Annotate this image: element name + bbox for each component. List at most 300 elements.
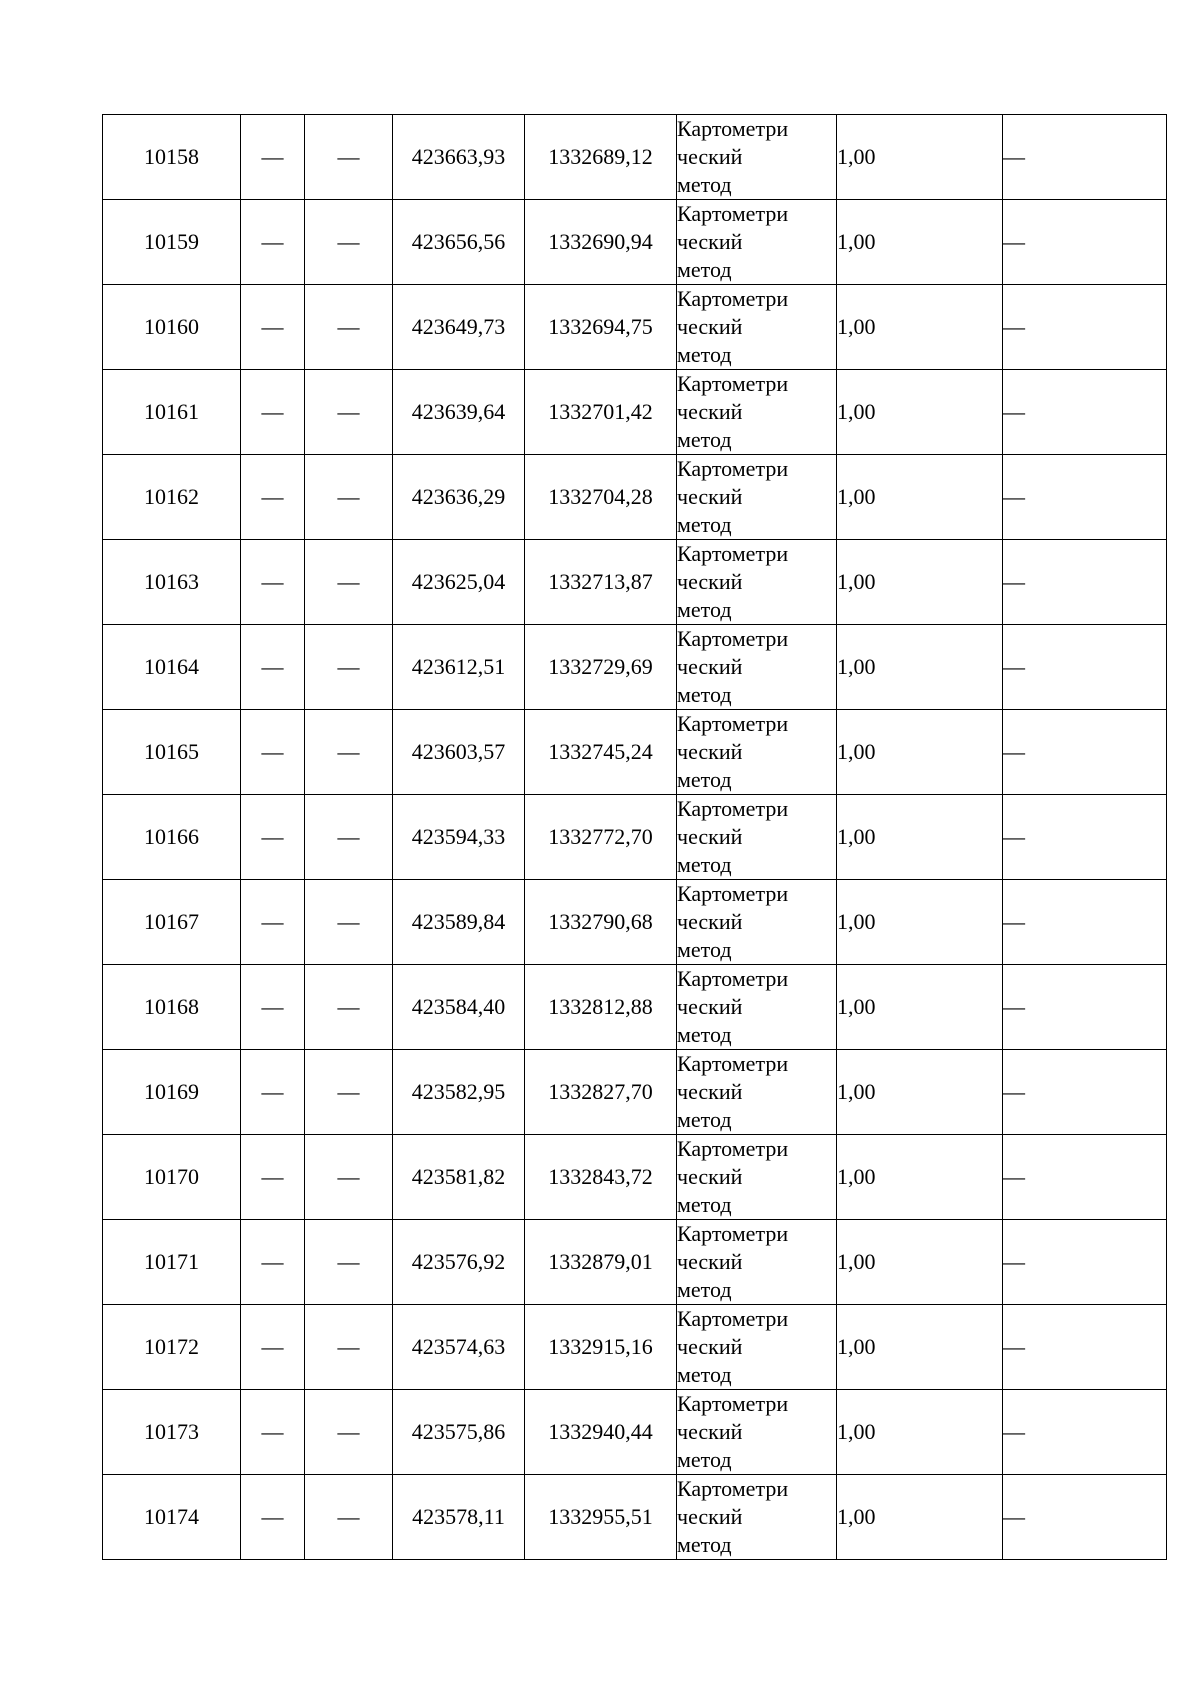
- method-cell: [677, 455, 837, 540]
- point-number-cell: [103, 1305, 241, 1390]
- column-3-cell: [305, 710, 393, 795]
- y-coordinate-text: 1332827,70: [548, 1079, 653, 1104]
- method-text-line: метод: [677, 1022, 732, 1047]
- column-2-text: —: [261, 314, 284, 339]
- column-2-cell: [241, 1135, 305, 1220]
- method-text-line: метод: [677, 512, 732, 537]
- x-coordinate-text: 423576,92: [411, 1249, 506, 1274]
- accuracy-text: 1,00: [837, 569, 876, 594]
- point-number-cell: [103, 200, 241, 285]
- method-text-line: метод: [677, 1447, 732, 1472]
- y-coordinate-cell: [525, 540, 677, 625]
- column-2-cell: [241, 370, 305, 455]
- method-cell: [677, 1135, 837, 1220]
- x-coordinate-text: 423594,33: [411, 824, 506, 849]
- accuracy-cell: [837, 370, 1003, 455]
- point-number-cell: [103, 540, 241, 625]
- accuracy-cell: [837, 965, 1003, 1050]
- x-coordinate-text: 423612,51: [411, 654, 506, 679]
- table-row: [103, 1475, 1167, 1560]
- y-coordinate-text: 1332812,88: [548, 994, 653, 1019]
- column-3-cell: [305, 115, 393, 200]
- accuracy-text: 1,00: [837, 994, 876, 1019]
- point-number-text: 10165: [144, 739, 199, 764]
- x-coordinate-cell: [393, 455, 525, 540]
- y-coordinate-text: 1332940,44: [548, 1419, 653, 1444]
- method-cell: [677, 370, 837, 455]
- method-text-line: ческий: [677, 144, 743, 169]
- accuracy-text: 1,00: [837, 1419, 876, 1444]
- method-text-line: Картометри: [677, 711, 789, 736]
- method-text-line: Картометри: [677, 116, 789, 141]
- x-coordinate-text: 423574,63: [411, 1334, 506, 1359]
- column-3-cell: [305, 540, 393, 625]
- point-number-text: 10163: [144, 569, 199, 594]
- method-text-line: Картометри: [677, 456, 789, 481]
- description-text: —: [1003, 909, 1025, 934]
- description-cell: [1003, 1220, 1167, 1305]
- x-coordinate-cell: [393, 1475, 525, 1560]
- description-cell: [1003, 625, 1167, 710]
- method-cell: [677, 965, 837, 1050]
- method-cell: [677, 1050, 837, 1135]
- table-row: [103, 1135, 1167, 1220]
- accuracy-cell: [837, 880, 1003, 965]
- column-3-text: —: [337, 1419, 360, 1444]
- table-row: [103, 710, 1167, 795]
- table-row: [103, 1220, 1167, 1305]
- table-row: [103, 540, 1167, 625]
- column-3-cell: [305, 625, 393, 710]
- description-text: —: [1003, 144, 1025, 169]
- column-3-cell: [305, 455, 393, 540]
- column-2-text: —: [261, 1164, 284, 1189]
- column-3-text: —: [337, 824, 360, 849]
- description-cell: [1003, 540, 1167, 625]
- column-3-cell: [305, 795, 393, 880]
- column-3-cell: [305, 1220, 393, 1305]
- accuracy-text: 1,00: [837, 1334, 876, 1359]
- method-cell: [677, 625, 837, 710]
- column-2-cell: [241, 200, 305, 285]
- point-number-cell: [103, 285, 241, 370]
- column-3-cell: [305, 1305, 393, 1390]
- column-3-cell: [305, 285, 393, 370]
- x-coordinate-text: 423636,29: [411, 484, 506, 509]
- y-coordinate-cell: [525, 115, 677, 200]
- column-2-text: —: [261, 909, 284, 934]
- column-2-cell: [241, 965, 305, 1050]
- method-text-line: Картометри: [677, 626, 789, 651]
- description-cell: [1003, 1475, 1167, 1560]
- description-text: —: [1003, 739, 1025, 764]
- description-cell: [1003, 1390, 1167, 1475]
- table-row: [103, 285, 1167, 370]
- accuracy-text: 1,00: [837, 1249, 876, 1274]
- column-3-text: —: [337, 229, 360, 254]
- point-number-text: 10171: [144, 1249, 199, 1274]
- column-3-text: —: [337, 909, 360, 934]
- description-text: —: [1003, 229, 1025, 254]
- point-number-text: 10159: [144, 229, 199, 254]
- point-number-cell: [103, 795, 241, 880]
- column-3-text: —: [337, 1079, 360, 1104]
- x-coordinate-cell: [393, 370, 525, 455]
- column-2-text: —: [261, 1334, 284, 1359]
- method-text-line: ческий: [677, 1334, 743, 1359]
- column-2-text: —: [261, 229, 284, 254]
- accuracy-text: 1,00: [837, 1504, 876, 1529]
- column-3-text: —: [337, 484, 360, 509]
- accuracy-text: 1,00: [837, 484, 876, 509]
- table-row: [103, 370, 1167, 455]
- description-text: —: [1003, 1334, 1025, 1359]
- y-coordinate-text: 1332843,72: [548, 1164, 653, 1189]
- method-text-line: ческий: [677, 399, 743, 424]
- column-3-cell: [305, 1390, 393, 1475]
- column-2-cell: [241, 625, 305, 710]
- point-number-text: 10173: [144, 1419, 199, 1444]
- x-coordinate-text: 423656,56: [411, 229, 506, 254]
- method-text-line: Картометри: [677, 201, 789, 226]
- x-coordinate-cell: [393, 625, 525, 710]
- y-coordinate-cell: [525, 1305, 677, 1390]
- description-text: —: [1003, 569, 1025, 594]
- column-2-text: —: [261, 654, 284, 679]
- table-row: [103, 1050, 1167, 1135]
- y-coordinate-cell: [525, 1390, 677, 1475]
- method-text-line: метод: [677, 257, 732, 282]
- method-cell: [677, 1220, 837, 1305]
- method-text-line: Картометри: [677, 1476, 789, 1501]
- column-2-cell: [241, 455, 305, 540]
- column-2-cell: [241, 540, 305, 625]
- point-number-text: 10162: [144, 484, 199, 509]
- x-coordinate-cell: [393, 200, 525, 285]
- accuracy-text: 1,00: [837, 739, 876, 764]
- description-text: —: [1003, 994, 1025, 1019]
- method-text-line: Картометри: [677, 1136, 789, 1161]
- x-coordinate-text: 423603,57: [411, 739, 506, 764]
- point-number-cell: [103, 115, 241, 200]
- x-coordinate-text: 423581,82: [411, 1164, 506, 1189]
- column-2-text: —: [261, 824, 284, 849]
- description-cell: [1003, 1135, 1167, 1220]
- y-coordinate-text: 1332690,94: [548, 229, 653, 254]
- y-coordinate-cell: [525, 1220, 677, 1305]
- method-text-line: ческий: [677, 994, 743, 1019]
- column-3-cell: [305, 1050, 393, 1135]
- method-text-line: ческий: [677, 1079, 743, 1104]
- method-text-line: ческий: [677, 569, 743, 594]
- table-row: [103, 795, 1167, 880]
- y-coordinate-cell: [525, 625, 677, 710]
- method-text-line: ческий: [677, 314, 743, 339]
- point-number-cell: [103, 455, 241, 540]
- accuracy-cell: [837, 1135, 1003, 1220]
- method-text-line: Картометри: [677, 286, 789, 311]
- x-coordinate-cell: [393, 285, 525, 370]
- y-coordinate-cell: [525, 880, 677, 965]
- x-coordinate-text: 423578,11: [412, 1504, 505, 1529]
- method-text-line: Картометри: [677, 881, 789, 906]
- x-coordinate-cell: [393, 1390, 525, 1475]
- y-coordinate-text: 1332701,42: [548, 399, 653, 424]
- point-number-cell: [103, 1220, 241, 1305]
- column-2-text: —: [261, 1419, 284, 1444]
- y-coordinate-text: 1332790,68: [548, 909, 653, 934]
- column-2-cell: [241, 1305, 305, 1390]
- x-coordinate-cell: [393, 710, 525, 795]
- accuracy-cell: [837, 625, 1003, 710]
- column-2-cell: [241, 1390, 305, 1475]
- point-number-text: 10172: [144, 1334, 199, 1359]
- column-3-text: —: [337, 314, 360, 339]
- method-cell: [677, 540, 837, 625]
- accuracy-cell: [837, 200, 1003, 285]
- method-text-line: ческий: [677, 739, 743, 764]
- x-coordinate-text: 423663,93: [411, 144, 506, 169]
- description-cell: [1003, 285, 1167, 370]
- column-2-cell: [241, 880, 305, 965]
- point-number-text: 10161: [144, 399, 199, 424]
- method-text-line: метод: [677, 172, 732, 197]
- column-2-cell: [241, 795, 305, 880]
- column-3-text: —: [337, 569, 360, 594]
- table-row: [103, 625, 1167, 710]
- x-coordinate-text: 423582,95: [411, 1079, 506, 1104]
- column-3-text: —: [337, 1334, 360, 1359]
- column-3-text: —: [337, 1504, 360, 1529]
- accuracy-text: 1,00: [837, 144, 876, 169]
- y-coordinate-text: 1332694,75: [548, 314, 653, 339]
- y-coordinate-text: 1332713,87: [548, 569, 653, 594]
- y-coordinate-cell: [525, 370, 677, 455]
- table-body: [103, 115, 1167, 1560]
- column-3-cell: [305, 200, 393, 285]
- description-cell: [1003, 455, 1167, 540]
- column-3-text: —: [337, 1249, 360, 1274]
- method-text-line: метод: [677, 852, 732, 877]
- y-coordinate-text: 1332772,70: [548, 824, 653, 849]
- column-3-cell: [305, 370, 393, 455]
- point-number-cell: [103, 1390, 241, 1475]
- method-text-line: ческий: [677, 1249, 743, 1274]
- column-2-text: —: [261, 994, 284, 1019]
- x-coordinate-text: 423625,04: [411, 569, 506, 594]
- column-2-text: —: [261, 484, 284, 509]
- x-coordinate-cell: [393, 1135, 525, 1220]
- method-cell: [677, 200, 837, 285]
- description-text: —: [1003, 484, 1025, 509]
- accuracy-text: 1,00: [837, 1164, 876, 1189]
- y-coordinate-cell: [525, 1050, 677, 1135]
- x-coordinate-cell: [393, 115, 525, 200]
- y-coordinate-cell: [525, 455, 677, 540]
- coordinates-table: [102, 114, 1167, 1560]
- column-2-cell: [241, 710, 305, 795]
- method-text-line: Картометри: [677, 1051, 789, 1076]
- y-coordinate-text: 1332745,24: [548, 739, 653, 764]
- description-cell: [1003, 115, 1167, 200]
- x-coordinate-cell: [393, 1220, 525, 1305]
- description-cell: [1003, 1305, 1167, 1390]
- x-coordinate-cell: [393, 795, 525, 880]
- point-number-text: 10166: [144, 824, 199, 849]
- description-cell: [1003, 200, 1167, 285]
- x-coordinate-text: 423589,84: [411, 909, 506, 934]
- table-row: [103, 1390, 1167, 1475]
- method-text-line: Картометри: [677, 796, 789, 821]
- description-text: —: [1003, 1164, 1025, 1189]
- method-text-line: метод: [677, 767, 732, 792]
- method-cell: [677, 1390, 837, 1475]
- method-text-line: Картометри: [677, 1221, 789, 1246]
- column-2-text: —: [261, 144, 284, 169]
- method-text-line: ческий: [677, 484, 743, 509]
- column-2-cell: [241, 1050, 305, 1135]
- x-coordinate-text: 423584,40: [411, 994, 506, 1019]
- accuracy-text: 1,00: [837, 909, 876, 934]
- x-coordinate-cell: [393, 1050, 525, 1135]
- column-2-cell: [241, 1475, 305, 1560]
- method-text-line: ческий: [677, 824, 743, 849]
- x-coordinate-cell: [393, 965, 525, 1050]
- y-coordinate-text: 1332689,12: [548, 144, 653, 169]
- method-text-line: ческий: [677, 909, 743, 934]
- accuracy-cell: [837, 1305, 1003, 1390]
- accuracy-cell: [837, 710, 1003, 795]
- x-coordinate-text: 423649,73: [411, 314, 506, 339]
- point-number-text: 10174: [144, 1504, 199, 1529]
- description-cell: [1003, 710, 1167, 795]
- point-number-text: 10160: [144, 314, 199, 339]
- accuracy-text: 1,00: [837, 399, 876, 424]
- method-cell: [677, 795, 837, 880]
- table-row: [103, 200, 1167, 285]
- y-coordinate-cell: [525, 1475, 677, 1560]
- y-coordinate-cell: [525, 1135, 677, 1220]
- point-number-text: 10169: [144, 1079, 199, 1104]
- method-text-line: ческий: [677, 1164, 743, 1189]
- method-text-line: Картометри: [677, 1391, 789, 1416]
- description-text: —: [1003, 1419, 1025, 1444]
- method-cell: [677, 115, 837, 200]
- column-3-text: —: [337, 144, 360, 169]
- method-text-line: метод: [677, 1362, 732, 1387]
- description-cell: [1003, 795, 1167, 880]
- y-coordinate-cell: [525, 285, 677, 370]
- point-number-cell: [103, 370, 241, 455]
- description-cell: [1003, 880, 1167, 965]
- method-text-line: метод: [677, 1107, 732, 1132]
- method-text-line: Картометри: [677, 1306, 789, 1331]
- y-coordinate-cell: [525, 965, 677, 1050]
- method-text-line: метод: [677, 1277, 732, 1302]
- point-number-cell: [103, 710, 241, 795]
- column-2-text: —: [261, 569, 284, 594]
- method-text-line: метод: [677, 342, 732, 367]
- column-3-cell: [305, 1475, 393, 1560]
- method-cell: [677, 1475, 837, 1560]
- x-coordinate-text: 423575,86: [411, 1419, 506, 1444]
- method-text-line: метод: [677, 1192, 732, 1217]
- column-3-text: —: [337, 994, 360, 1019]
- x-coordinate-cell: [393, 880, 525, 965]
- y-coordinate-text: 1332955,51: [548, 1504, 653, 1529]
- accuracy-cell: [837, 540, 1003, 625]
- column-2-text: —: [261, 1249, 284, 1274]
- y-coordinate-text: 1332729,69: [548, 654, 653, 679]
- method-text-line: Картометри: [677, 541, 789, 566]
- point-number-cell: [103, 1050, 241, 1135]
- description-cell: [1003, 1050, 1167, 1135]
- x-coordinate-cell: [393, 1305, 525, 1390]
- accuracy-text: 1,00: [837, 229, 876, 254]
- accuracy-cell: [837, 1475, 1003, 1560]
- table-row: [103, 880, 1167, 965]
- x-coordinate-cell: [393, 540, 525, 625]
- method-text-line: Картометри: [677, 966, 789, 991]
- method-cell: [677, 1305, 837, 1390]
- column-2-text: —: [261, 739, 284, 764]
- y-coordinate-text: 1332915,16: [548, 1334, 653, 1359]
- method-text-line: ческий: [677, 1419, 743, 1444]
- accuracy-cell: [837, 285, 1003, 370]
- column-3-text: —: [337, 739, 360, 764]
- method-text-line: метод: [677, 427, 732, 452]
- description-text: —: [1003, 654, 1025, 679]
- description-text: —: [1003, 824, 1025, 849]
- method-text-line: метод: [677, 682, 732, 707]
- accuracy-cell: [837, 795, 1003, 880]
- point-number-text: 10167: [144, 909, 199, 934]
- description-text: —: [1003, 399, 1025, 424]
- y-coordinate-cell: [525, 710, 677, 795]
- point-number-cell: [103, 880, 241, 965]
- description-text: —: [1003, 314, 1025, 339]
- accuracy-text: 1,00: [837, 654, 876, 679]
- column-3-text: —: [337, 654, 360, 679]
- point-number-text: 10170: [144, 1164, 199, 1189]
- point-number-text: 10158: [144, 144, 199, 169]
- method-text-line: ческий: [677, 654, 743, 679]
- method-text-line: ческий: [677, 229, 743, 254]
- description-cell: [1003, 370, 1167, 455]
- table-row: [103, 1305, 1167, 1390]
- table-row: [103, 115, 1167, 200]
- column-2-cell: [241, 285, 305, 370]
- point-number-text: 10164: [144, 654, 199, 679]
- point-number-cell: [103, 965, 241, 1050]
- description-text: —: [1003, 1249, 1025, 1274]
- column-2-text: —: [261, 1079, 284, 1104]
- y-coordinate-cell: [525, 795, 677, 880]
- column-2-cell: [241, 1220, 305, 1305]
- method-cell: [677, 880, 837, 965]
- column-3-cell: [305, 965, 393, 1050]
- description-cell: [1003, 965, 1167, 1050]
- accuracy-cell: [837, 1050, 1003, 1135]
- table-row: [103, 455, 1167, 540]
- description-text: —: [1003, 1504, 1025, 1529]
- point-number-cell: [103, 625, 241, 710]
- method-text-line: Картометри: [677, 371, 789, 396]
- table-row: [103, 965, 1167, 1050]
- column-3-cell: [305, 1135, 393, 1220]
- accuracy-text: 1,00: [837, 824, 876, 849]
- accuracy-cell: [837, 1390, 1003, 1475]
